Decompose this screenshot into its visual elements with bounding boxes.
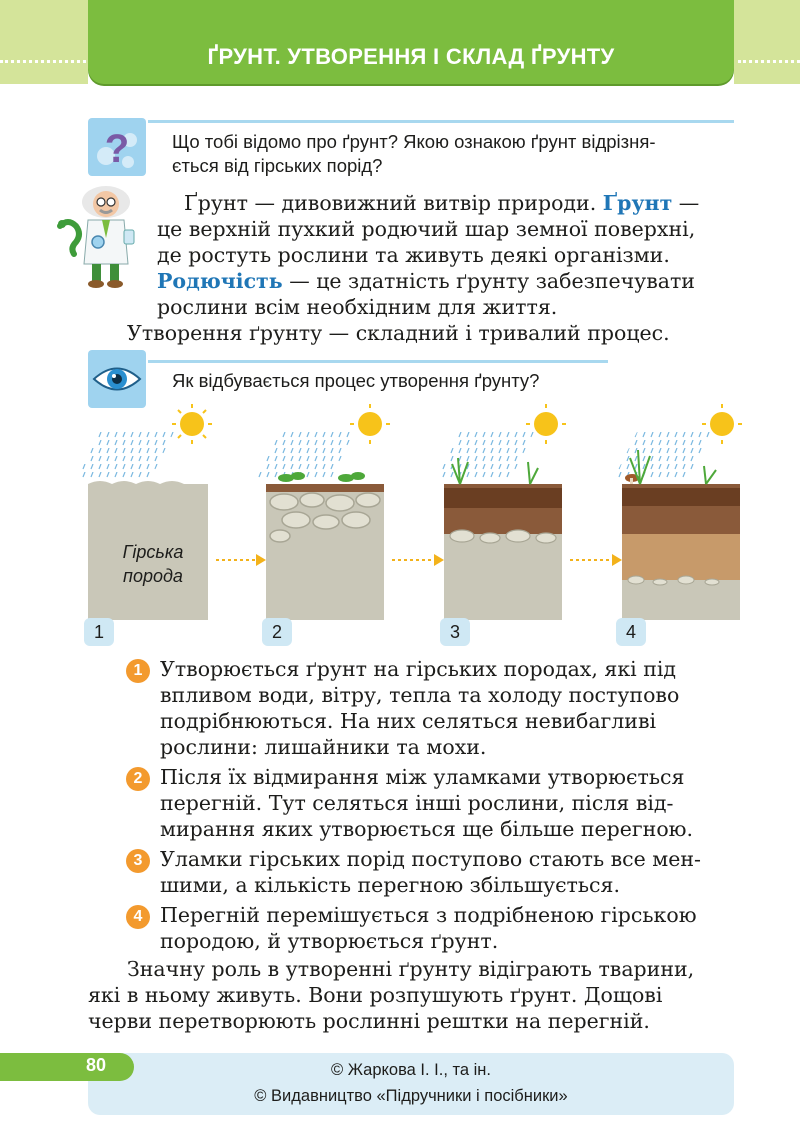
rock-label-line-1: Гірська [122, 542, 184, 562]
question-text [172, 130, 742, 178]
step-text: шими, а кількість перегною збільшується. [160, 873, 620, 897]
stage-4-illustration [613, 404, 742, 620]
header-right-band [734, 0, 800, 84]
intro-line-5: рослини всім необхідним для життя. [157, 295, 558, 319]
closing-line-1: Значну роль в утворенні ґрунту відіграють тварини, [127, 957, 695, 981]
stage-3-illustration [435, 404, 566, 620]
header-band [88, 0, 734, 84]
step-text: перегній. Тут селяться інші рослини, після від- [160, 791, 674, 815]
intro-text: — [672, 191, 700, 215]
intro-line-2: це верхній пухкий родючий шар земної поверхні, [157, 217, 696, 241]
term-grunt: Ґрунт [602, 191, 673, 215]
step-text: Уламки гірських порід поступово стають все мен- [160, 847, 701, 871]
rock-label [108, 540, 198, 588]
step-number: 3 [126, 849, 150, 873]
step-number: 2 [126, 767, 150, 791]
step-text: Після їх відмирання між уламками утворюється [160, 765, 685, 789]
intro-line-1 [184, 190, 734, 216]
step-text: подрібнюються. На них селяться невибагливі [160, 709, 657, 733]
step-text: мирання яких утворюється ще більше перегною. [160, 817, 694, 841]
intro-text: Ґрунт — дивовижний витвір природи. [184, 191, 603, 215]
intro-text: — це здатність ґрунту забезпечувати [282, 269, 695, 293]
term-fertility: Родючість [157, 269, 283, 293]
page-number: 80 [86, 1055, 107, 1075]
step-number: 1 [126, 659, 150, 683]
question-icon [88, 118, 146, 176]
copyright-authors: © Жаркова І. І., та ін. [330, 1061, 492, 1079]
stage-badge-4: 4 [616, 618, 646, 646]
question-line-2: ється від гірських порід? [172, 155, 383, 176]
step-text: впливом води, вітру, тепла та холоду поступово [160, 683, 680, 707]
header-left-band [0, 0, 88, 84]
intro-line-3: де ростуть рослини та живуть деякі організми. [157, 243, 670, 267]
stage-badge-2: 2 [262, 618, 292, 646]
svg-text:?: ? [104, 127, 130, 171]
step-text: Перегній перемішується з подрібненою гірською [160, 903, 697, 927]
closing-line-2: які в ньому живуть. Вони розпушують ґрунт. Дощові [88, 983, 663, 1007]
header-dotted-line-left [0, 60, 86, 63]
observe-divider [148, 360, 608, 363]
observe-question: Як відбувається процес утворення ґрунту? [172, 370, 540, 391]
copyright-publisher: © Видавництво «Підручники і посібники» [254, 1087, 568, 1105]
intro-line-6: Утворення ґрунту — складний і тривалий процес. [127, 321, 670, 345]
professor-illustration [54, 182, 150, 290]
question-divider [148, 120, 734, 123]
soil-formation-diagram [80, 400, 760, 650]
step-text: рослини: лишайники та мохи. [160, 735, 487, 759]
rock-label-line-2: порода [123, 566, 183, 586]
stage-badge-3: 3 [440, 618, 470, 646]
closing-line-3: черви перетворюють рослинні рештки на перегній. [88, 1009, 650, 1033]
stage-2-illustration [255, 404, 390, 620]
step-text: породою, й утворюється ґрунт. [160, 929, 499, 953]
page-title: ҐРУНТ. УТВОРЕННЯ І СКЛАД ҐРУНТУ [207, 44, 615, 69]
step-number: 4 [126, 905, 150, 929]
step-text: Утворюється ґрунт на гірських породах, які під [160, 657, 677, 681]
header-dotted-line-right [738, 60, 800, 63]
question-line-1: Що тобі відомо про ґрунт? Якою ознакою ґрунт відрізня- [172, 131, 656, 152]
intro-line-4 [157, 268, 735, 294]
stage-badge-1: 1 [84, 618, 114, 646]
